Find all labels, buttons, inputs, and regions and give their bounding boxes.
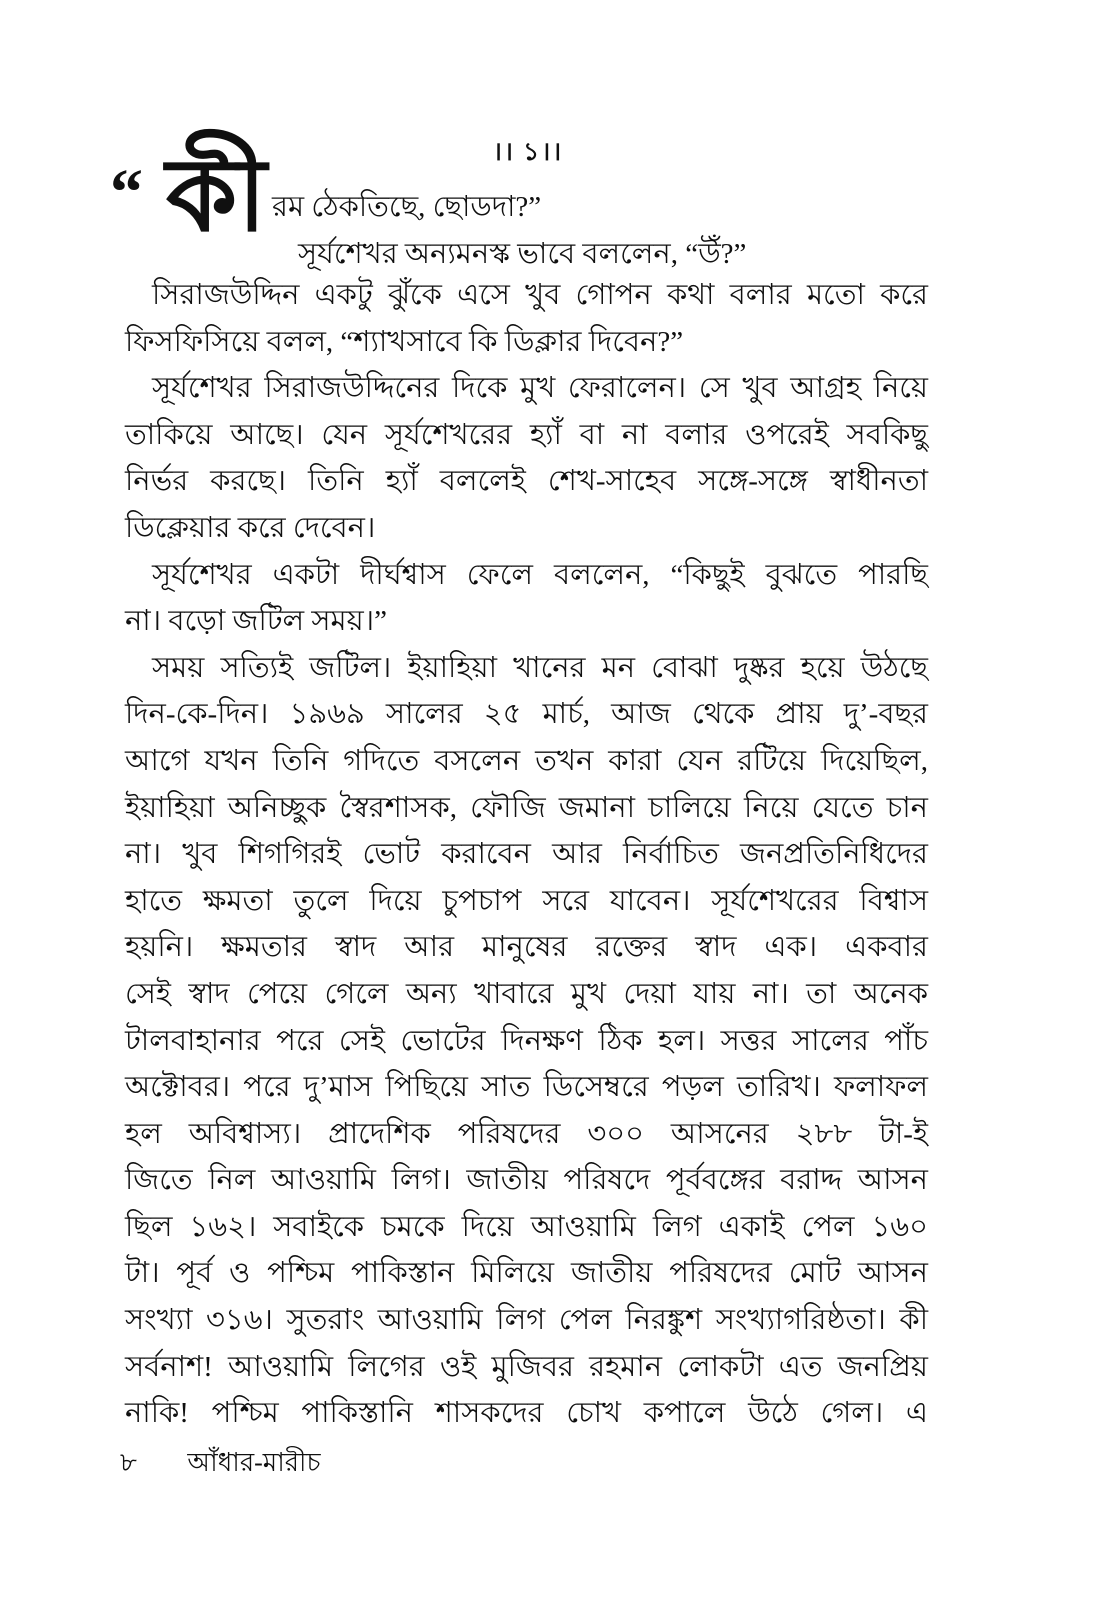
text-line: আগে যখন তিনি গদিতে বসলেন তখন কারা যেন রটিয়ে দিয়েছিল, [125, 744, 928, 777]
text-line: ইয়াহিয়া অনিচ্ছুক স্বৈরশাসক, ফৌজি জমানা চালিয়ে নিয়ে যেতে চান [125, 791, 928, 824]
text-line: সর্বনাশ! আওয়ামি লিগের ওই মুজিবর রহমান লোকটা এত জনপ্রিয় [125, 1350, 928, 1383]
text-line: ছিল ১৬২। সবাইকে চমকে দিয়ে আওয়ামি লিগ একাই পেল ১৬০ [125, 1210, 928, 1243]
text-line: সিরাজউদ্দিন একটু ঝুঁকে এসে খুব গোপন কথা বলার মতো করে [152, 279, 928, 311]
page-footer [120, 1442, 321, 1486]
text-line: সূর্যশেখর সিরাজউদ্দিনের দিকে মুখ ফেরালেন। সে খুব আগ্রহ নিয়ে [152, 372, 928, 405]
text-line: নাকি! পশ্চিম পাকিস্তানি শাসকদের চোখ কপালে উঠে গেল। এ [125, 1397, 928, 1430]
text-line: নির্ভর করছে। তিনি হ্যাঁ বললেই শেখ-সাহেব সঙ্গে-সঙ্গে স্বাধীনতা [125, 465, 928, 498]
text-line: দিন-কে-দিন। ১৯৬৯ সালের ২৫ মার্চ, আজ থেকে প্রায় দু’-বছর [125, 698, 928, 731]
text-line: সময় সত্যিই জটিল। ইয়াহিয়া খানের মন বোঝা দুষ্কর হয়ে উঠছে [152, 651, 928, 684]
opening-line: সূর্যশেখর অন্যমনস্ক ভাবে বললেন, “উঁ?” [298, 238, 747, 270]
text-line: তাকিয়ে আছে। যেন সূর্যশেখরের হ্যাঁ বা না বলার ওপরেই সবকিছু [125, 418, 928, 451]
text-line: না। বড়ো জটিল সময়।” [125, 605, 387, 638]
body-text [125, 272, 928, 1437]
text-line: সেই স্বাদ পেয়ে গেলে অন্য খাবারে মুখ দেয়া যায় না। তা অনেক [125, 977, 928, 1010]
text-line: ফিসফিসিয়ে বলল, “শ্যাখসাবে কি ডিক্লার দিবেন?” [125, 325, 684, 358]
page-number: ৮ [120, 1448, 137, 1477]
text-line: অক্টোবর। পরে দু’মাস পিছিয়ে সাত ডিসেম্বরে পড়ল তারিখ। ফলাফল [125, 1071, 928, 1104]
text-line: সংখ্যা ৩১৬। সুতরাং আওয়ামি লিগ পেল নিরঙ্কুশ সংখ্যাগরিষ্ঠতা। কী [125, 1304, 928, 1337]
text-line: হাতে ক্ষমতা তুলে দিয়ে চুপচাপ সরে যাবেন। সূর্যশেখরের বিশ্বাস [125, 884, 928, 917]
text-line: টা। পূর্ব ও পশ্চিম পাকিস্তান মিলিয়ে জাতীয় পরিষদের মোট আসন [125, 1257, 928, 1290]
book-title: আঁধার-মারীচ [187, 1448, 321, 1477]
text-line: জিতে নিল আওয়ামি লিগ। জাতীয় পরিষদে পূর্ববঙ্গের বরাদ্দ আসন [125, 1164, 928, 1197]
text-line: হল অবিশ্বাস্য। প্রাদেশিক পরিষদের ৩০০ আসনের ২৮৮ টা-ই [125, 1117, 928, 1150]
text-line: সূর্যশেখর একটা দীর্ঘশ্বাস ফেলে বললেন, “কিছুই বুঝতে পারছি [152, 558, 928, 591]
drop-cap-quote: “ [110, 156, 143, 229]
text-line: ডিক্লেয়ার করে দেবেন। [125, 511, 376, 544]
text-line: হয়নি। ক্ষমতার স্বাদ আর মানুষের রক্তের স্বাদ এক। একবার [125, 931, 928, 964]
text-line: না। খুব শিগগিরই ভোট করাবেন আর নির্বাচিত জনপ্রতিনিধিদের [125, 838, 928, 871]
opening-line: রম ঠেকতিছে, ছোডদা?” [272, 191, 542, 223]
chapter-heading: ।। ১।। [492, 139, 564, 166]
drop-cap-letter: কী [166, 140, 267, 253]
text-line: টালবাহানার পরে সেই ভোটের দিনক্ষণ ঠিক হল। সত্তর সালের পাঁচ [125, 1024, 928, 1057]
